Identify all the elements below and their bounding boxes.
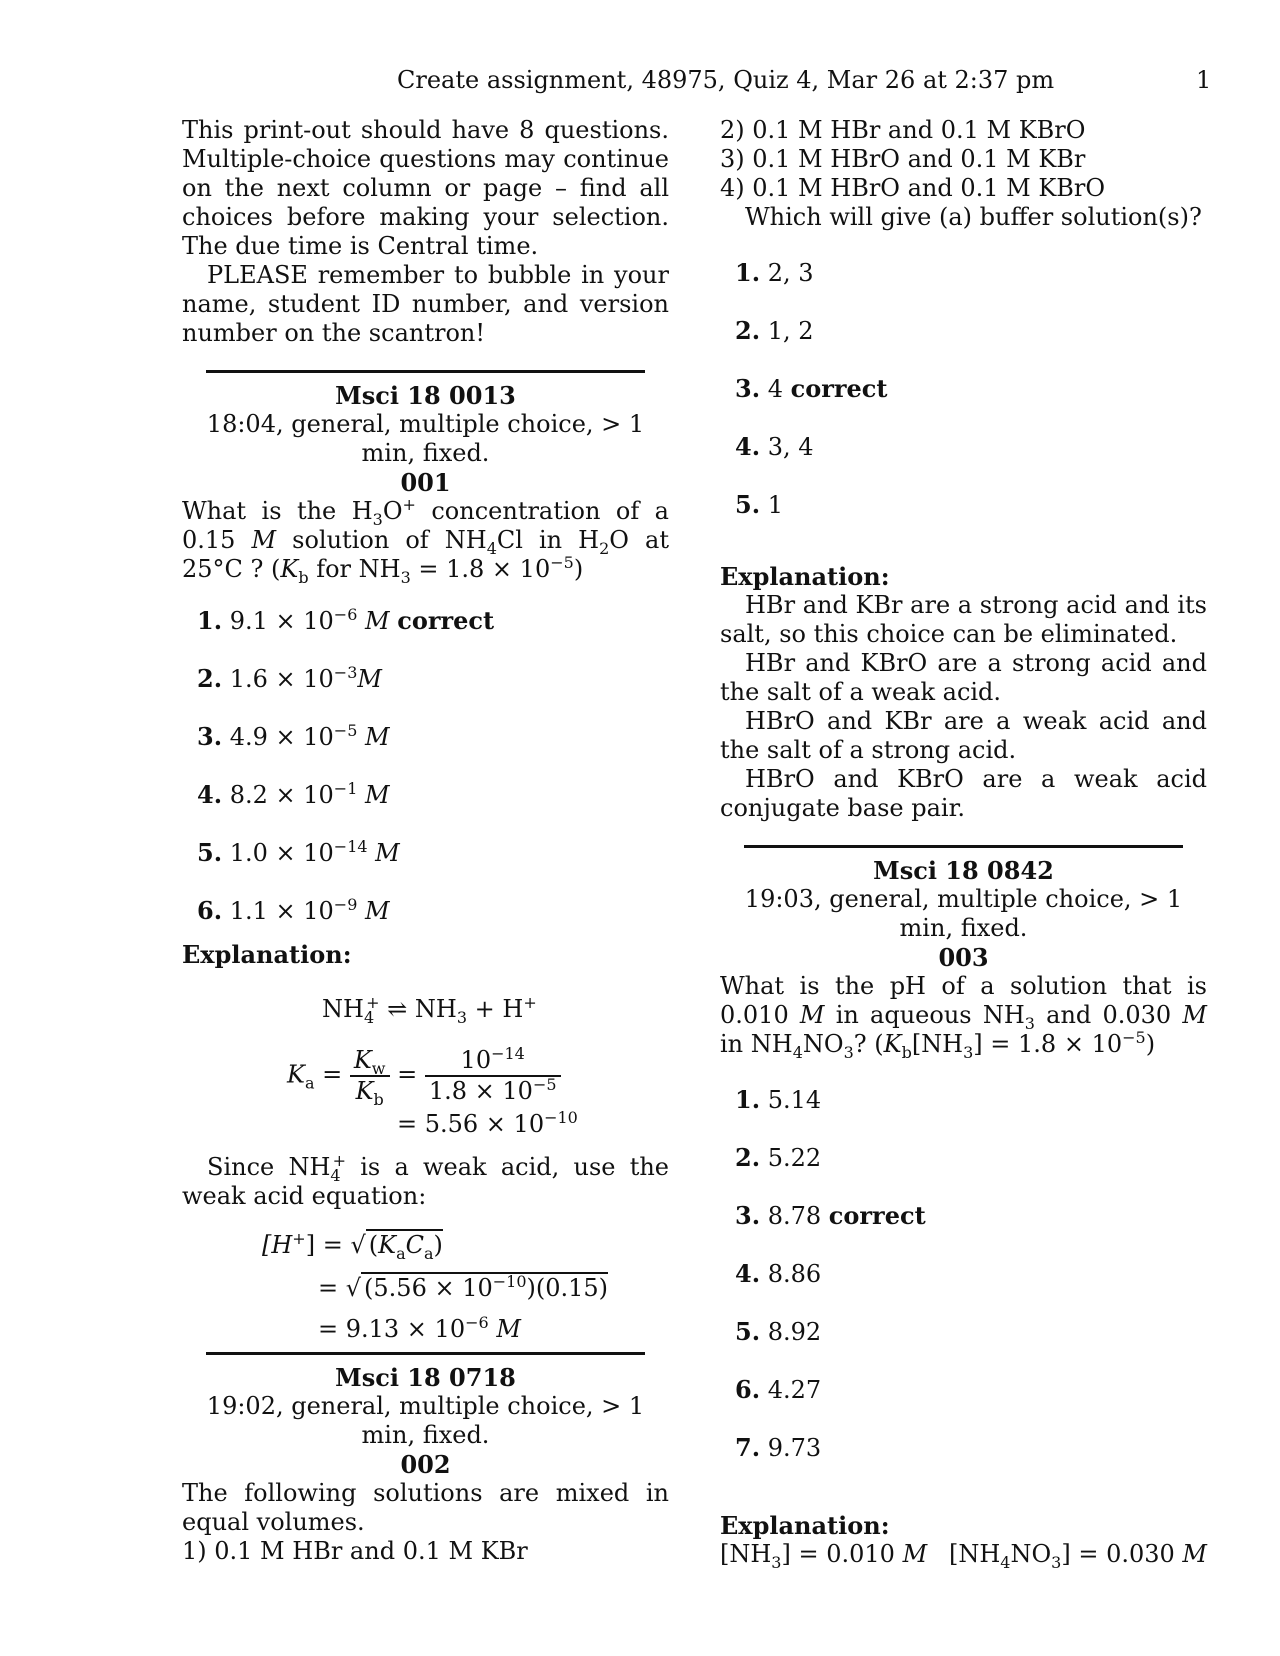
choice-text: 8.86 <box>767 1260 822 1288</box>
choice-number: 7. <box>735 1433 761 1462</box>
choice-text: 1.0 × 10 <box>229 839 334 867</box>
choice-text: 5.14 <box>767 1086 822 1114</box>
choice-unit: M <box>357 781 390 809</box>
equilibrium-equation: $NH_4^+$ ⇌ $NH_3 + H^+$ <box>322 993 537 1027</box>
divider <box>206 1352 645 1355</box>
choice-number: 2. <box>735 1143 761 1172</box>
q3-explanation-label: Explanation: <box>720 1511 890 1540</box>
intro-reminder: PLEASE remember to bubble in your name, student ID number, and version number on the scantron! <box>182 261 669 347</box>
q1-explanation-text: Since $NH_4^+$ is a weak acid, use the weak acid equation: <box>182 1151 669 1210</box>
choice-number: 1. <box>197 606 223 635</box>
q3-choice[interactable] <box>735 1201 1207 1259</box>
choice-text: 1.1 × 10 <box>229 897 334 925</box>
q2-solution-4: 4) 0.1 M HBrO and 0.1 M KBrO <box>720 174 1106 202</box>
right-column <box>720 116 1207 1572</box>
h-concentration-substitution: = √ $(5.56 \times 10^{-10})(0.15)$ <box>318 1272 609 1302</box>
q2-explanation-label: Explanation: <box>720 562 890 591</box>
choice-text: 4.9 × 10 <box>229 723 334 751</box>
choice-number: 5. <box>197 838 223 867</box>
q1-question: What is the $H_3O^+$ concentration of a 0.15 M solution of $NH_4Cl$ in $H_2O$ at 25°C ? ($K_b$ for $NH_3 = 1.8 \times 10^{-5}$) <box>182 495 669 587</box>
nh3-concentration: $[NH_3] = 0.010$ M <box>720 1540 928 1572</box>
choice-exponent: −9 <box>333 895 358 914</box>
choice-text: 9.1 × 10 <box>229 607 334 635</box>
q2-choice[interactable] <box>735 374 1207 432</box>
q3-title: Msci 18 0842 <box>873 856 1054 885</box>
choice-exponent: −3 <box>333 663 358 682</box>
q2-solution-2: 2) 0.1 M HBr and 0.1 M KBrO <box>720 116 1086 144</box>
q2-prompt: Which will give (a) buffer solution(s)? <box>745 203 1202 231</box>
q1-choice[interactable] <box>197 606 669 664</box>
choice-number: 2. <box>197 664 223 693</box>
correct-marker: correct <box>397 606 495 635</box>
choice-exponent: −1 <box>333 779 358 798</box>
choice-text: 9.73 <box>767 1434 822 1462</box>
choice-exponent: −5 <box>333 721 358 740</box>
choice-text: 4.27 <box>767 1376 822 1404</box>
q3-explanation-concentrations <box>720 1540 1207 1572</box>
q2-explanation-1: HBr and KBr are a strong acid and its salt, so this choice can be eliminated. <box>720 591 1207 648</box>
choice-number: 4. <box>735 432 761 461</box>
choice-unit: M <box>357 607 390 635</box>
choice-unit: M <box>357 723 390 751</box>
choice-text: 8.78 <box>767 1202 822 1230</box>
q1-explanation-label: Explanation: <box>182 940 352 969</box>
intro-paragraph: This print-out should have 8 questions. Multiple-choice questions may continue on the next column or page – find all choices before making your selection. The due time is Central time. <box>182 116 669 260</box>
q2-title: Msci 18 0718 <box>335 1363 516 1392</box>
choice-text: 2, 3 <box>767 259 814 287</box>
q3-choice[interactable] <box>735 1433 1207 1491</box>
q2-explanation-3: HBrO and KBr are a weak acid and the salt of a strong acid. <box>720 707 1207 764</box>
choice-number: 4. <box>735 1259 761 1288</box>
q2-choice[interactable] <box>735 432 1207 490</box>
choice-number: 6. <box>735 1375 761 1404</box>
choice-exponent: −14 <box>333 837 368 856</box>
q3-choice-list <box>720 1085 1207 1491</box>
ka-equation: $K_a$ = $\frac{K_w}{K_b}$ = $\frac{10^{-14}}{1.8 \times 10^{-5}}$ <box>287 1046 669 1106</box>
q1-meta: 18:04, general, multiple choice, > 1 min, fixed. <box>206 410 645 467</box>
q2-choice-list <box>720 258 1207 548</box>
choice-text: 5.22 <box>767 1144 822 1172</box>
choice-unit: M <box>357 897 390 925</box>
choice-text: 1.6 × 10 <box>229 665 334 693</box>
page-number: 1 <box>1196 66 1212 94</box>
q3-choice[interactable] <box>735 1143 1207 1201</box>
q2-choice[interactable] <box>735 490 1207 548</box>
q2-question: The following solutions are mixed in equal volumes. <box>182 1479 669 1536</box>
nh4no3-concentration: $[NH_4NO_3] = 0.030$ M <box>948 1540 1207 1572</box>
choice-number: 4. <box>197 780 223 809</box>
q1-choice[interactable] <box>197 780 669 838</box>
q3-choice[interactable] <box>735 1317 1207 1375</box>
q3-number: 003 <box>938 943 989 972</box>
choice-text: 8.2 × 10 <box>229 781 334 809</box>
correct-marker: correct <box>828 1201 926 1230</box>
choice-number: 1. <box>735 1085 761 1114</box>
choice-unit: M <box>357 665 382 693</box>
q2-choice[interactable] <box>735 316 1207 374</box>
q2-number: 002 <box>400 1450 451 1479</box>
ka-result: = $5.56 \times 10^{-10}$ <box>397 1108 578 1138</box>
divider <box>744 845 1183 848</box>
h-concentration-result: = $9.13 \times 10^{-6}$ M <box>318 1313 521 1343</box>
choice-number: 3. <box>735 374 761 403</box>
q1-number: 001 <box>400 468 451 497</box>
left-column <box>182 116 669 1566</box>
choice-number: 5. <box>735 1317 761 1346</box>
q3-choice[interactable] <box>735 1085 1207 1143</box>
correct-marker: correct <box>790 374 888 403</box>
q2-explanation-2: HBr and KBrO are a strong acid and the salt of a weak acid. <box>720 649 1207 706</box>
choice-number: 1. <box>735 258 761 287</box>
choice-text: 1 <box>767 491 783 519</box>
q2-meta: 19:02, general, multiple choice, > 1 min, fixed. <box>206 1392 645 1449</box>
q2-solution-3: 3) 0.1 M HBrO and 0.1 M KBr <box>720 145 1086 173</box>
choice-text: 1, 2 <box>767 317 814 345</box>
choice-number: 6. <box>197 896 223 925</box>
q2-choice[interactable] <box>735 258 1207 316</box>
choice-exponent: −6 <box>333 605 358 624</box>
q3-choice[interactable] <box>735 1259 1207 1317</box>
q1-choice[interactable] <box>197 838 669 896</box>
q1-choice[interactable] <box>197 664 669 722</box>
q1-choice[interactable] <box>197 722 669 780</box>
choice-number: 3. <box>735 1201 761 1230</box>
choice-number: 3. <box>197 722 223 751</box>
q3-choice[interactable] <box>735 1375 1207 1433</box>
q2-explanation-4: HBrO and KBrO are a weak acid conjugate base pair. <box>720 765 1207 822</box>
q1-choice-list <box>182 606 669 954</box>
choice-text: 3, 4 <box>767 433 814 461</box>
q2-solution-1: 1) 0.1 M HBr and 0.1 M KBr <box>182 1537 528 1565</box>
choice-text: 4 <box>767 375 783 403</box>
choice-text: 8.92 <box>767 1318 822 1346</box>
choice-unit: M <box>367 839 400 867</box>
q1-title: Msci 18 0013 <box>335 381 516 410</box>
choice-number: 2. <box>735 316 761 345</box>
page-header: Create assignment, 48975, Quiz 4, Mar 26 at 2:37 pm <box>397 66 1055 94</box>
q3-question: What is the pH of a solution that is 0.010 M in aqueous $NH_3$ and 0.030 M in $NH_4NO_3$? $(K_b[NH_3] = 1.8 \times 10^{-5})$ <box>720 972 1207 1062</box>
q3-meta: 19:03, general, multiple choice, > 1 min, fixed. <box>744 885 1183 942</box>
h-concentration-equation: [H+] = √ $(K_aC_a)$ <box>262 1229 443 1263</box>
divider <box>206 370 645 373</box>
choice-number: 5. <box>735 490 761 519</box>
